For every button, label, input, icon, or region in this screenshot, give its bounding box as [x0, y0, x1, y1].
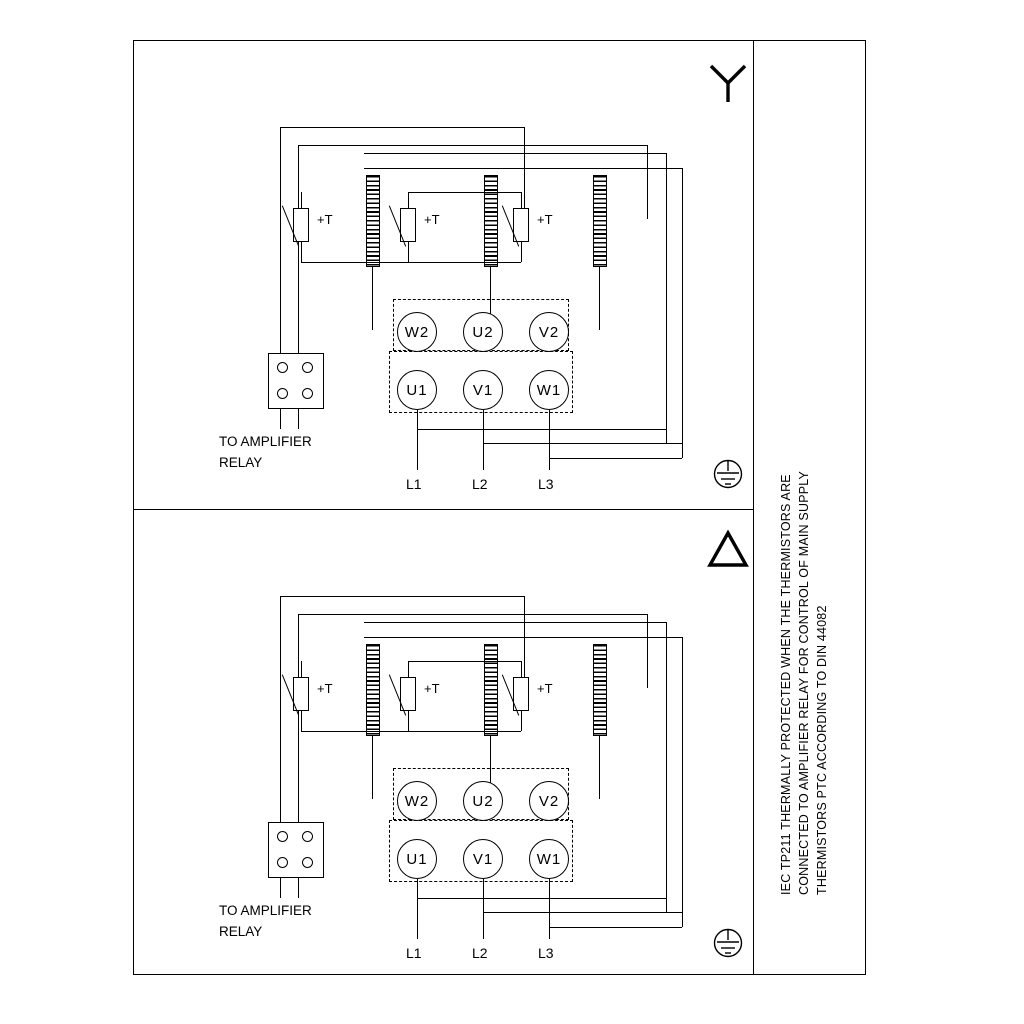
wire-ptc2-top — [408, 661, 409, 677]
earth-ground-icon — [706, 458, 750, 492]
wire-ptc2-bottom — [408, 242, 409, 262]
wire-loop-top-2 — [364, 637, 682, 638]
wire-thermistor-right-down — [647, 145, 648, 219]
wire-l2-lead — [483, 410, 484, 470]
phase-label-l2: L2 — [472, 945, 488, 961]
wire-ptc1-top — [301, 192, 302, 208]
wire-l1-lead — [417, 410, 418, 470]
wire-l1-lead — [417, 879, 418, 939]
winding-coil-2 — [484, 644, 498, 736]
wire-ptc-series-top-1 — [408, 661, 521, 662]
terminal-u1: U1 — [397, 839, 437, 879]
terminal-w1: W1 — [529, 370, 569, 410]
winding-coil-1 — [366, 175, 380, 267]
amplifier-relay-terminal-block — [268, 353, 324, 409]
terminal-v2: V2 — [529, 312, 569, 352]
wire-loop-right-1 — [666, 153, 667, 443]
wire-loop-right-2 — [682, 637, 683, 927]
phase-label-l3: L3 — [538, 476, 554, 492]
wire-ptc2-bottom — [408, 711, 409, 731]
wire-phase-cross-3 — [549, 458, 682, 459]
wire-block-out-1 — [280, 409, 281, 429]
wire-coil1-bottom — [372, 736, 373, 799]
wire-ptc3-bottom — [521, 242, 522, 262]
thermistor-ptc-3 — [513, 677, 529, 711]
wire-ptc1-bottom — [301, 242, 302, 262]
winding-coil-1 — [366, 644, 380, 736]
thermistor-label-1: +T — [317, 212, 333, 227]
wire-phase-cross-2 — [483, 443, 682, 444]
thermistor-ptc-1 — [293, 208, 309, 242]
winding-coil-3 — [593, 644, 607, 736]
amplifier-relay-label-line2: RELAY — [219, 455, 263, 470]
terminal-dot-3 — [277, 857, 288, 868]
wire-coil3-bottom — [599, 736, 600, 799]
note-line-2: CONNECTED TO AMPLIFIER RELAY FOR CONTROL OF MAIN SUPPLY — [797, 470, 811, 895]
terminal-u2: U2 — [463, 312, 503, 352]
wire-block-out-1 — [280, 878, 281, 898]
amplifier-relay-label-line2: RELAY — [219, 924, 263, 939]
phase-label-l1: L1 — [406, 476, 422, 492]
wire-ptc-series-bottom-1 — [301, 262, 408, 263]
wire-ptc2-top — [408, 192, 409, 208]
wire-ptc1-bottom — [301, 711, 302, 731]
wire-ptc-series-bottom-2 — [408, 262, 521, 263]
wire-loop-right-2 — [682, 168, 683, 458]
phase-label-l1: L1 — [406, 945, 422, 961]
wire-l2-lead — [483, 879, 484, 939]
wire-thermistor-top-b — [298, 145, 648, 146]
wire-ptc1-top — [301, 661, 302, 677]
phase-label-l3: L3 — [538, 945, 554, 961]
phase-label-l2: L2 — [472, 476, 488, 492]
wire-phase-cross-2 — [483, 912, 682, 913]
wire-loop-right-1 — [666, 622, 667, 912]
terminal-dot-2 — [302, 831, 313, 842]
wire-ptc-series-bottom-2 — [408, 731, 521, 732]
wire-ptc-series-bottom-1 — [301, 731, 408, 732]
wire-coil3-bottom — [599, 267, 600, 330]
wire-phase-cross-1 — [417, 429, 666, 430]
wire-thermistor-left-down-b — [298, 614, 299, 823]
terminal-v2: V2 — [529, 781, 569, 821]
wire-block-out-2 — [298, 878, 299, 898]
terminal-w2: W2 — [397, 312, 437, 352]
wire-ptc3-top — [521, 661, 522, 677]
thermistor-ptc-2 — [400, 208, 416, 242]
wire-loop-top-1 — [364, 153, 666, 154]
terminal-v1: V1 — [463, 370, 503, 410]
wire-thermistor-top-a — [280, 127, 525, 128]
amplifier-relay-label-line1: TO AMPLIFIER — [219, 903, 312, 918]
panel-star-connection — [133, 40, 753, 509]
amplifier-relay-terminal-block — [268, 822, 324, 878]
wire-thermistor-left-down-a — [280, 596, 281, 823]
wire-loop-top-1 — [364, 622, 666, 623]
amplifier-relay-label-line1: TO AMPLIFIER — [219, 434, 312, 449]
wire-phase-cross-3 — [549, 927, 682, 928]
terminal-dot-3 — [277, 388, 288, 399]
terminal-v1: V1 — [463, 839, 503, 879]
thermistor-label-1: +T — [317, 681, 333, 696]
thermistor-label-2: +T — [424, 212, 440, 227]
wire-loop-top-2 — [364, 168, 682, 169]
thermistor-ptc-1 — [293, 677, 309, 711]
wire-block-out-2 — [298, 409, 299, 429]
note-column-divider-line — [753, 40, 754, 975]
wire-thermistor-right-down — [647, 614, 648, 688]
note-column — [757, 40, 867, 975]
star-wye-icon — [705, 58, 751, 104]
terminal-w1: W1 — [529, 839, 569, 879]
thermistor-ptc-2 — [400, 677, 416, 711]
terminal-dot-4 — [302, 388, 313, 399]
thermistor-ptc-3 — [513, 208, 529, 242]
thermistor-label-3: +T — [537, 212, 553, 227]
terminal-u2: U2 — [463, 781, 503, 821]
thermistor-label-3: +T — [537, 681, 553, 696]
winding-coil-2 — [484, 175, 498, 267]
thermistor-label-2: +T — [424, 681, 440, 696]
note-line-3: THERMISTORS PTC ACCORDING TO DIN 44082 — [815, 605, 829, 895]
panel-delta-connection — [133, 509, 753, 978]
wire-thermistor-mid-down — [524, 596, 525, 688]
wire-phase-cross-1 — [417, 898, 666, 899]
terminal-dot-4 — [302, 857, 313, 868]
wire-thermistor-mid-down — [524, 127, 525, 219]
terminal-w2: W2 — [397, 781, 437, 821]
wire-ptc3-top — [521, 192, 522, 208]
wire-ptc3-bottom — [521, 711, 522, 731]
earth-ground-icon — [706, 927, 750, 961]
winding-coil-3 — [593, 175, 607, 267]
terminal-dot-1 — [277, 362, 288, 373]
wire-thermistor-left-down-a — [280, 127, 281, 354]
wire-l3-lead — [549, 879, 550, 939]
wire-thermistor-top-a — [280, 596, 525, 597]
wire-l3-lead — [549, 410, 550, 470]
wire-thermistor-top-b — [298, 614, 648, 615]
wire-ptc-series-top-1 — [408, 192, 521, 193]
terminal-u1: U1 — [397, 370, 437, 410]
wire-thermistor-left-down-b — [298, 145, 299, 354]
note-line-1: IEC TP211 THERMALLY PROTECTED WHEN THE THERMISTORS ARE — [779, 474, 793, 895]
terminal-dot-2 — [302, 362, 313, 373]
wire-coil1-bottom — [372, 267, 373, 330]
terminal-dot-1 — [277, 831, 288, 842]
delta-triangle-icon — [705, 527, 751, 573]
